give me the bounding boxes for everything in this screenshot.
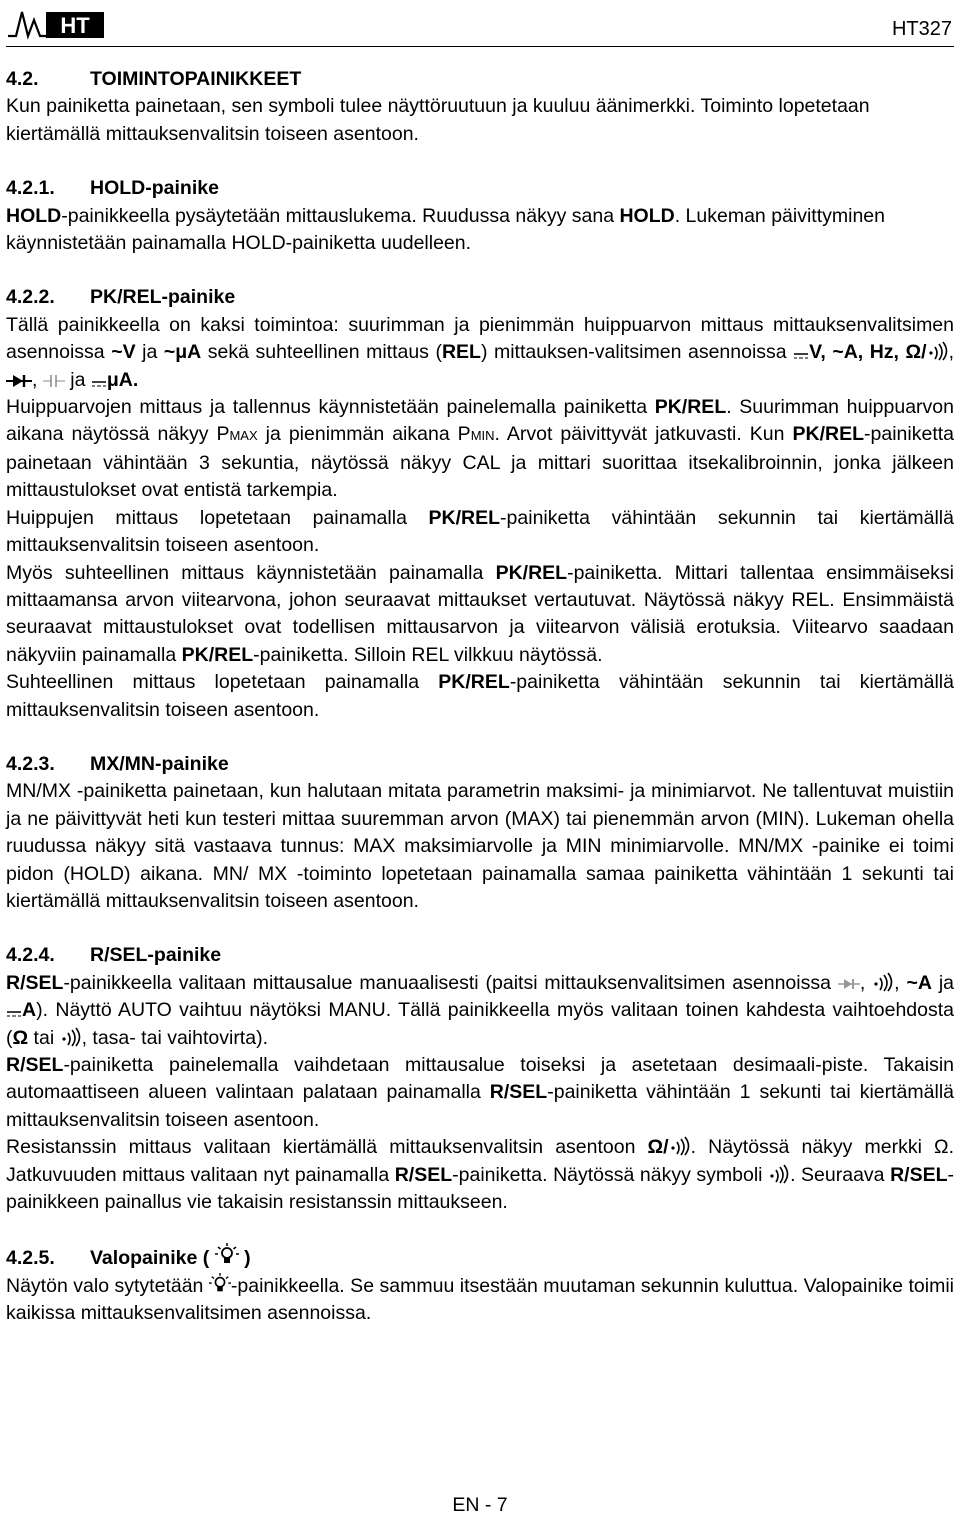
continuity-buzzer-icon xyxy=(768,1164,790,1184)
paragraph: HOLD-painikkeella pysäytetään mittauslukema. Ruudussa näkyy sana HOLD. Lukeman päivittyminen käynnistetään painamalla HOLD-painiketta uudelleen. xyxy=(6,204,885,255)
paragraph: Tällä painikkeella on kaksi toimintoa: suurimman ja pienimmän huippuarvon mittaus mittauksenvalitsimen asennoissa ~V ja ~μA sekä suhteellinen mittaus (REL) mittauksen-valitsimen asennoissa V, ~A, Hz, Ω/ , , ja μA. xyxy=(6,313,954,391)
paragraph: Huippujen mittaus lopetetaan painamalla PK/REL-painiketta vähintään sekunnin tai kiertämällä mittauksenvalitsin toiseen asentoon. xyxy=(6,506,954,557)
continuity-buzzer-icon xyxy=(927,341,949,361)
continuity-buzzer-icon xyxy=(872,972,894,992)
brand-text: HT xyxy=(60,13,90,38)
paragraph: Näytön valo sytytetään -painikkeella. Se sammuu itsestään muutaman sekunnin kuluttua. Valopainike toimii kaikissa mittauksenvalitsimen asennoissa. xyxy=(6,1274,954,1325)
light-bulb-icon xyxy=(209,1273,231,1295)
paragraph: Myös suhteellinen mittaus käynnistetään painamalla PK/REL-painiketta. Mittari tallentaa ensimmäiseksi mittaamansa arvon viitearvona, johon seuraavat mittaukset vertautuvat. Näytössä näkyy REL. Ensimmäistä seuraavat mittaustulokset ovat todellisen mittausarvon ja viitearvon välisiä erotuksia. Viitearvo saadaan näkyviin painamalla PK/REL-painiketta. Silloin REL vilkkuu näytössä. xyxy=(6,561,954,666)
paragraph: R/SEL-painiketta painelemalla vaihdetaan mittausalue toiseksi ja asetetaan desimaali-piste. Takaisin automaattiseen alueen valintaan palataan painamalla R/SEL-painiketta vähintään 1 sekunti tai kiertämällä mittauksenvalitsin toiseen asentoon. xyxy=(6,1054,954,1131)
diode-icon xyxy=(838,976,860,992)
dc-symbol-icon xyxy=(793,351,809,361)
section-heading-4-2-4: 4.2.4. R/SEL-painike xyxy=(6,944,222,967)
section-heading-4-2-1: 4.2.1. HOLD-painike xyxy=(6,177,219,200)
section-heading-4-2-3: 4.2.3. MX/MN-painike xyxy=(6,752,229,775)
continuity-buzzer-icon xyxy=(669,1136,691,1156)
paragraph: R/SEL-painikkeella valitaan mittausalue manuaalisesti (paitsi mittauksenvalitsimen asennoissa , , ~A ja A). Näyttö AUTO vaihtuu näytöksi MANU. Tällä painikkeella myös valitaan toinen kahdesta vaihtoehdosta (Ω tai , tasa- tai vaihtovirta). xyxy=(6,971,954,1049)
continuity-buzzer-icon xyxy=(60,1027,82,1047)
light-bulb-icon xyxy=(215,1243,239,1267)
dc-symbol-icon xyxy=(6,1009,22,1019)
document-body xyxy=(6,66,954,1328)
paragraph: Suhteellinen mittaus lopetetaan painamalla PK/REL-painiketta vähintään sekunnin tai kiertämällä mittauksenvalitsin toiseen asentoon. xyxy=(6,671,954,721)
diode-icon xyxy=(6,373,32,389)
ht-logo xyxy=(6,6,106,42)
section-heading-4-2: 4.2. TOIMINTOPAINIKKEET xyxy=(6,68,302,90)
document-code: HT327 xyxy=(891,18,952,40)
section-heading-4-2-2: 4.2.2. PK/REL-painike xyxy=(6,286,236,309)
header-divider xyxy=(6,46,954,47)
capacitor-icon xyxy=(43,373,65,389)
paragraph: Huippuarvojen mittaus ja tallennus käynnistetään painelemalla painiketta PK/REL. Suurimman huippuarvon aikana näytössä näkyy PMAX ja pienimmän aikana PMIN. Arvot päivittyvät jatkuvasti. Kun PK/REL-painiketta painetaan vähintään 3 sekuntia, näytössä näkyy CAL ja mittari suorittaa itsekalibroinnin, jonka jälkeen mittaustulokset ovat entistä tarkempia. xyxy=(6,396,954,502)
paragraph: MN/MX -painiketta painetaan, kun halutaan mitata parametrin maksimi- ja minimiarvot. Ne tallentuvat muistiin ja ne päivittyvät heti kun testeri mittaa suuremman arvon (MAX) tai pienemmän arvon (MIN). Lukeman ohella ruudussa näkyy sitä vastaava tunnus: MAX maksimiarvolle ja MIN minimiarvolle. MN/MX -painike ei toimi pidon (HOLD) aikana. MN/ MX -toiminto lopetetaan painamalla samaa painiketta vähintään 1 sekunti tai kiertämällä mittauksenvalitsin toiseen asentoon. xyxy=(6,780,954,912)
dc-symbol-icon xyxy=(91,379,107,389)
paragraph: Resistanssin mittaus valitaan kiertämällä mittauksenvalitsin asentoon Ω/ . Näytössä näkyy merkki Ω. Jatkuvuuden mittaus valitaan nyt painamalla R/SEL-painiketta. Näytössä näkyy symboli . Seuraava R/SEL-painikkeen painallus vie takaisin resistanssin mittaukseen. xyxy=(6,1136,955,1214)
page-header xyxy=(0,0,960,48)
section-heading-4-2-5: 4.2.5. Valopainike ( ) xyxy=(6,1243,954,1272)
page-number: EN - 7 xyxy=(452,1494,508,1516)
paragraph: Kun painiketta painetaan, sen symboli tulee näyttöruutuun ja kuuluu äänimerkki. Toiminto lopetetaan kiertämällä mittauksenvalitsin toiseen asentoon. xyxy=(6,95,870,145)
